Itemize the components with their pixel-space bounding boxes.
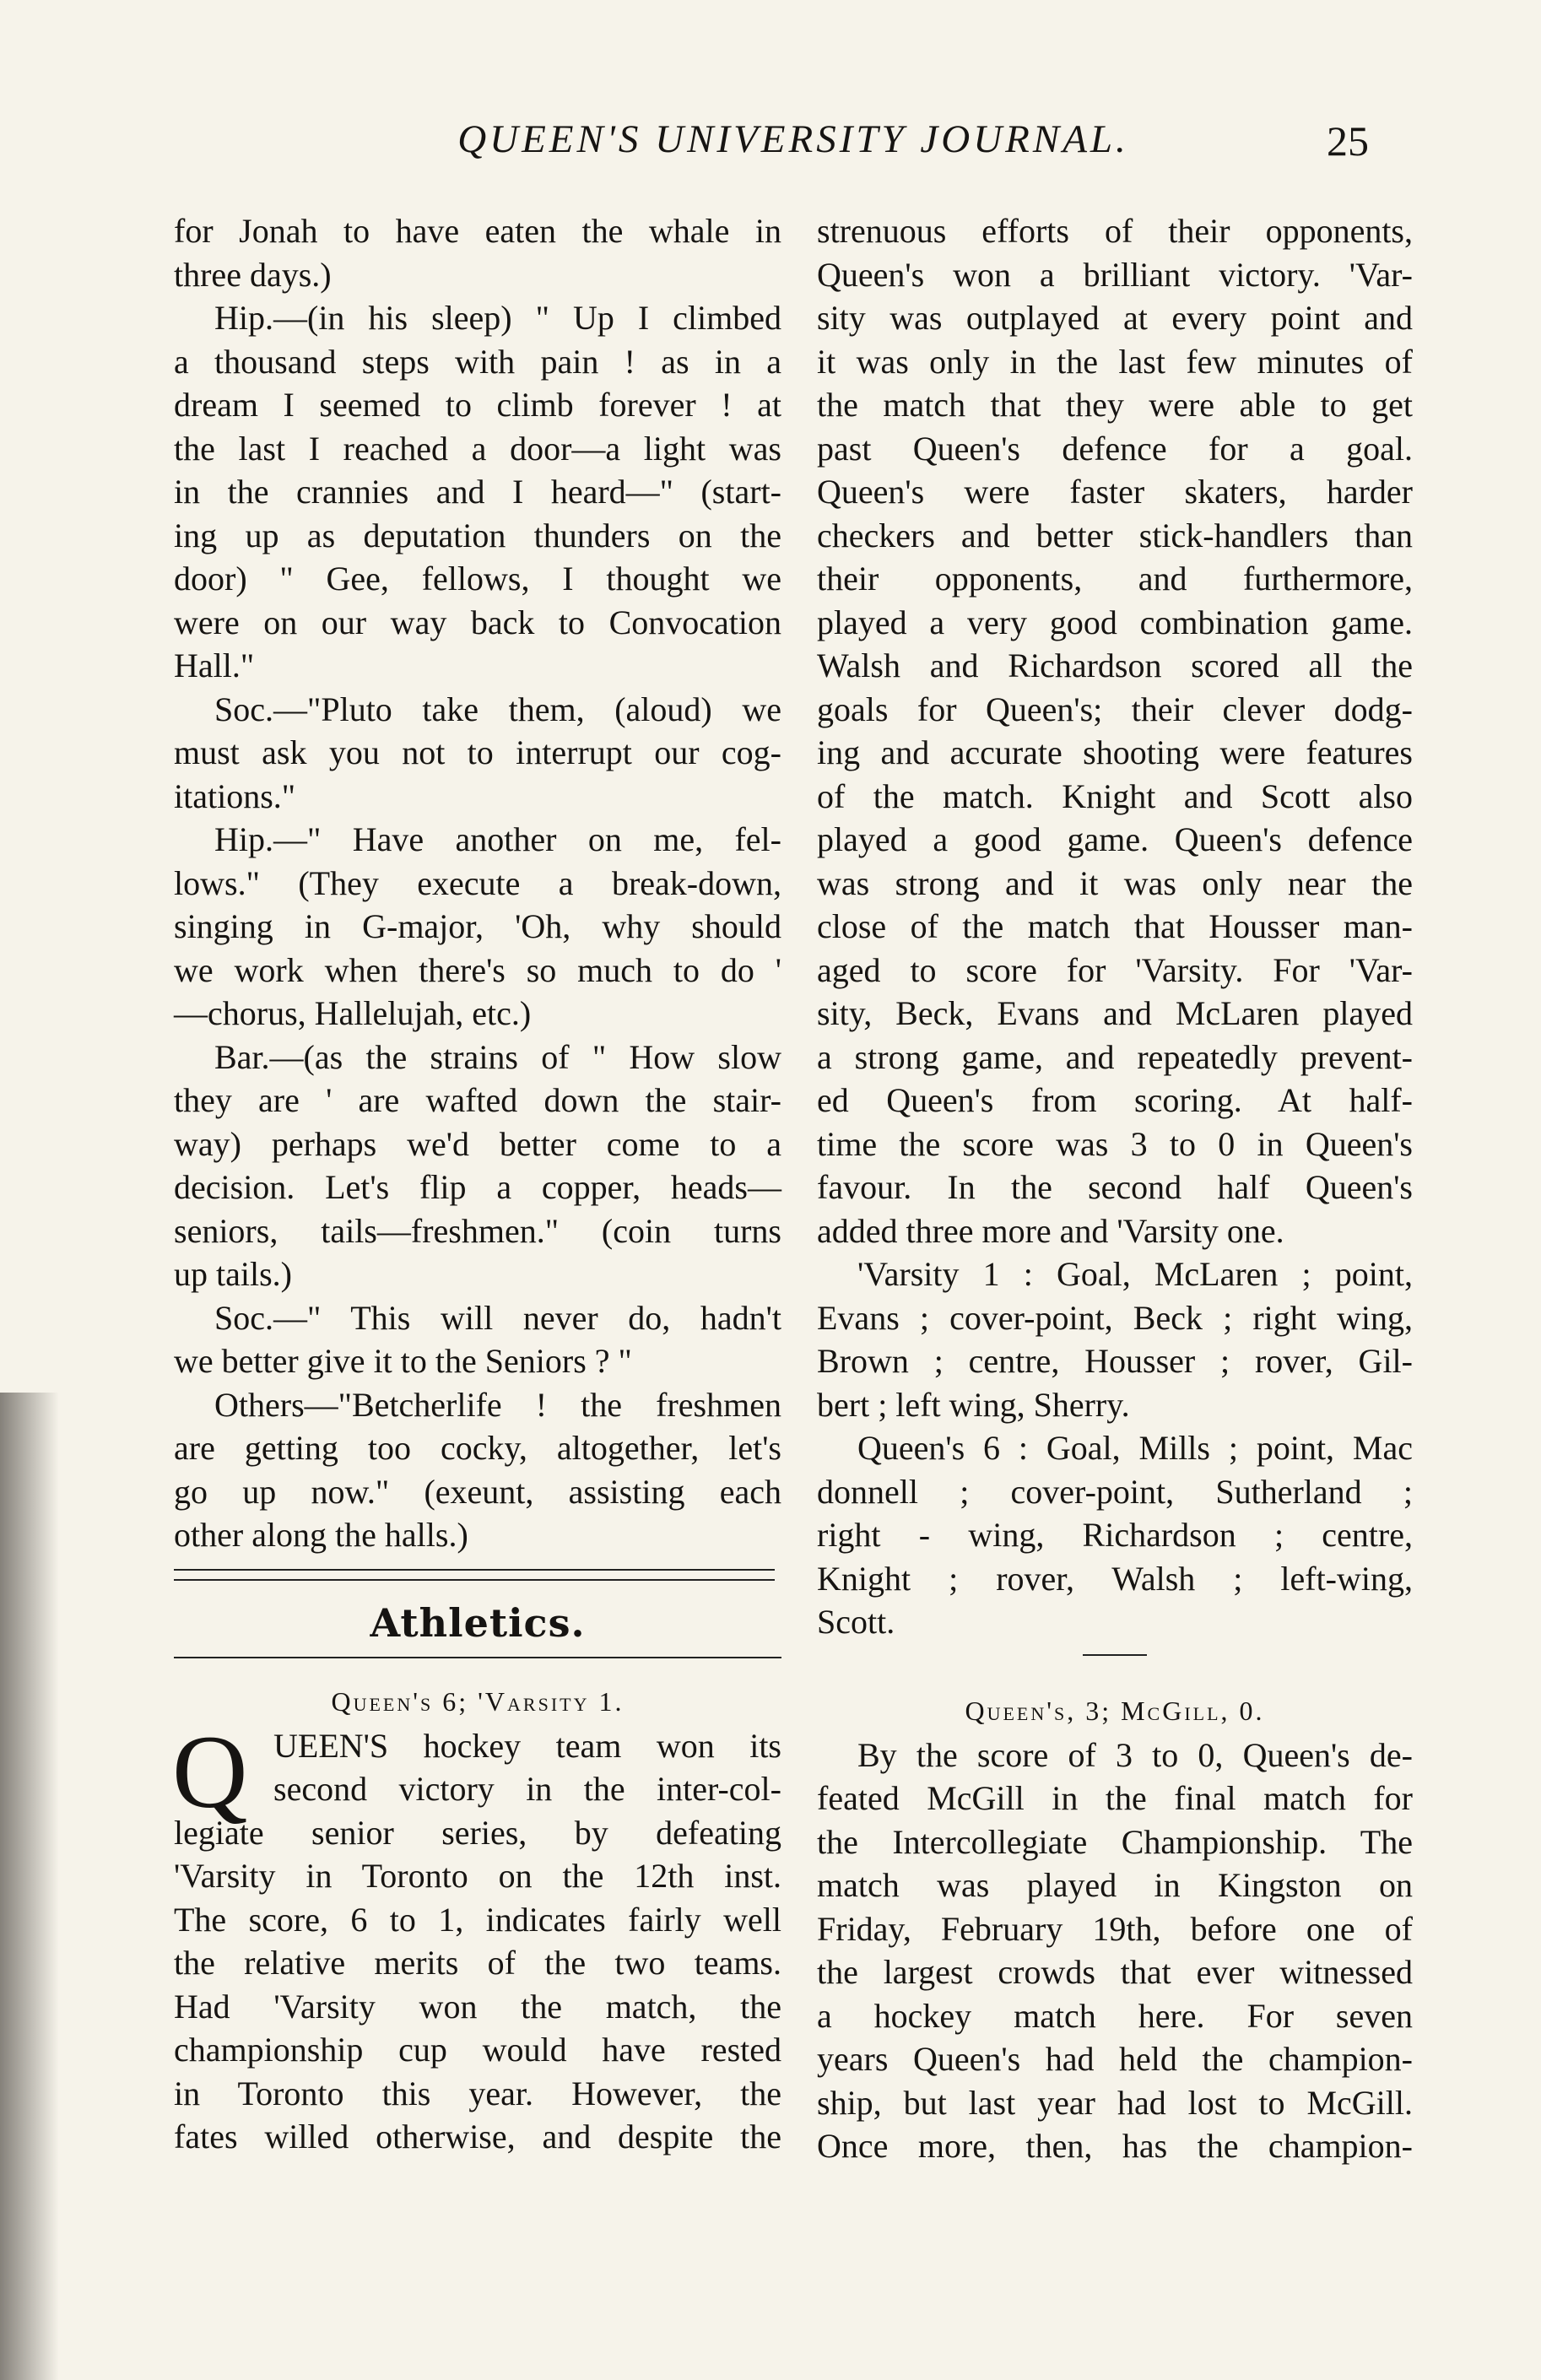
text-line: right - wing, Richardson ; centre, — [817, 1516, 1413, 1554]
text-line: the largest crowds that ever witnessed — [817, 1953, 1413, 1991]
text-line: go up now." (exeunt, assisting each — [174, 1472, 781, 1511]
section-title-rule — [174, 1657, 781, 1658]
text-line: the relative merits of the two teams. — [174, 1944, 781, 1982]
text-line: dream I seemed to climb forever ! at — [174, 386, 781, 424]
text-line: are getting too cocky, altogether, let's — [174, 1429, 781, 1467]
text-line: Once more, then, has the champion- — [817, 2127, 1413, 2165]
text-line: checkers and better stick-handlers than — [817, 516, 1413, 554]
running-title: QUEEN'S UNIVERSITY JOURNAL. — [457, 117, 1129, 161]
text-line: strenuous efforts of their opponents, — [817, 212, 1413, 250]
text-line: a strong game, and repeatedly prevent- — [817, 1037, 1413, 1076]
page-number: 25 — [1327, 117, 1369, 165]
text-line: in the crannies and I heard—" (start- — [174, 473, 781, 511]
text-line: was strong and it was only near the — [817, 863, 1413, 902]
text-line: for Jonah to have eaten the whale in — [174, 212, 781, 250]
text-line: in Toronto this year. However, the — [174, 2074, 781, 2112]
text-line: second victory in the inter-col- — [273, 1770, 781, 1808]
text-line: the Intercollegiate Championship. The — [817, 1822, 1413, 1861]
text-line: match was played in Kingston on — [817, 1866, 1413, 1904]
text-line: seniors, tails—freshmen." (coin turns — [174, 1211, 781, 1250]
text-line: Hip.—(in his sleep) " Up I climbed — [214, 299, 781, 337]
article-divider — [1083, 1654, 1147, 1656]
text-line: Hall." — [174, 646, 255, 684]
text-line: 'Varsity 1 : Goal, McLaren ; point, — [857, 1255, 1413, 1293]
text-line: goals for Queen's; their clever dodg- — [817, 690, 1413, 728]
text-line: bert ; left wing, Sherry. — [817, 1385, 1130, 1424]
text-line: Others—"Betcherlife ! the freshmen — [214, 1385, 781, 1424]
text-line: ed Queen's from scoring. At half- — [817, 1081, 1413, 1119]
text-line: door) " Gee, fellows, I thought we — [174, 560, 781, 598]
left-column — [174, 209, 781, 2159]
article-subhead: Queen's 6; 'Varsity 1. — [331, 1685, 625, 1717]
text-line: way) perhaps we'd better come to a — [174, 1124, 781, 1163]
text-line: decision. Let's flip a copper, heads— — [174, 1168, 781, 1206]
text-line: sity was outplayed at every point and — [817, 299, 1413, 337]
text-line: it was only in the last few minutes of — [817, 342, 1413, 381]
section-title: Athletics. — [370, 1599, 586, 1646]
text-line: 'Varsity in Toronto on the 12th inst. — [174, 1857, 781, 1895]
text-line: feated McGill in the final match for — [817, 1779, 1413, 1817]
text-line: fates willed otherwise, and despite the — [174, 2118, 781, 2156]
left-text-block — [174, 209, 781, 1557]
text-line: the match that they were able to get — [817, 386, 1413, 424]
text-line: By the score of 3 to 0, Queen's de- — [857, 1735, 1413, 1774]
text-line: past Queen's defence for a goal. — [817, 429, 1413, 468]
text-line: were on our way back to Convocation — [174, 603, 781, 641]
text-line: added three more and 'Varsity one. — [817, 1211, 1284, 1250]
text-line: Had 'Varsity won the match, the — [174, 1987, 781, 2026]
text-line: Queen's 6 : Goal, Mills ; point, Mac — [857, 1429, 1413, 1467]
page-edge-shadow — [0, 1393, 59, 2380]
text-line: we better give it to the Seniors ? " — [174, 1342, 632, 1380]
text-line: Evans ; cover-point, Beck ; right wing, — [817, 1298, 1413, 1337]
text-line: three days.) — [174, 255, 332, 294]
page-header — [0, 116, 1541, 176]
text-line: Knight ; rover, Walsh ; left-wing, — [817, 1559, 1413, 1598]
drop-cap: Q — [172, 1713, 248, 1830]
text-line: Queen's were faster skaters, harder — [817, 473, 1413, 511]
text-line: sity, Beck, Evans and McLaren played — [817, 994, 1413, 1032]
text-line: Scott. — [817, 1603, 895, 1641]
text-line: we work when there's so much to do ' — [174, 950, 781, 989]
article-subhead-mcgill: Queen's, 3; McGill, 0. — [965, 1695, 1265, 1726]
text-line: legiate senior series, by defeating — [174, 1813, 781, 1852]
text-line: the last I reached a door—a light was — [174, 429, 781, 468]
text-line: Queen's won a brilliant victory. 'Var- — [817, 255, 1413, 294]
mcgill-text-block — [817, 1734, 1413, 2168]
text-line: of the match. Knight and Scott also — [817, 776, 1413, 815]
text-line: ship, but last year had lost to McGill. — [817, 2083, 1413, 2122]
text-line: time the score was 3 to 0 in Queen's — [817, 1124, 1413, 1163]
text-line: must ask you not to interrupt our cog- — [174, 733, 781, 771]
text-line: a hockey match here. For seven — [817, 1996, 1413, 2035]
text-line: Soc.—"Pluto take them, (aloud) we — [214, 690, 781, 728]
text-line: championship cup would have rested — [174, 2031, 781, 2069]
text-line: —chorus, Hallelujah, etc.) — [174, 994, 532, 1032]
text-line: up tails.) — [174, 1255, 292, 1293]
text-line: their opponents, and furthermore, — [817, 560, 1413, 598]
section-divider — [174, 1569, 775, 1581]
text-line: itations." — [174, 776, 296, 815]
text-line: aged to score for 'Varsity. For 'Var- — [817, 950, 1413, 989]
text-line: close of the match that Housser man- — [817, 907, 1413, 945]
text-line: played a good game. Queen's defence — [817, 820, 1413, 858]
text-line: Hip.—" Have another on me, fel- — [214, 820, 781, 858]
text-line: ing and accurate shooting were features — [817, 733, 1413, 771]
text-line: lows." (They execute a break-down, — [174, 863, 781, 902]
right-column — [817, 209, 1413, 2168]
text-line: they are ' are wafted down the stair- — [174, 1081, 781, 1119]
text-line: Walsh and Richardson scored all the — [817, 646, 1413, 684]
text-line: ing up as deputation thunders on the — [174, 516, 781, 554]
text-line: Friday, February 19th, before one of — [817, 1909, 1413, 1948]
text-line: a thousand steps with pain ! as in a — [174, 342, 781, 381]
text-line: favour. In the second half Queen's — [817, 1168, 1413, 1206]
article-text-block — [172, 1713, 781, 2159]
text-line: Bar.—(as the strains of " How slow — [214, 1037, 781, 1076]
article-opening — [172, 1713, 781, 2159]
text-line: Soc.—" This will never do, hadn't — [214, 1298, 781, 1337]
right-text-block — [817, 209, 1413, 1644]
text-line: other along the halls.) — [174, 1516, 468, 1554]
text-line: singing in G-major, 'Oh, why should — [174, 907, 781, 945]
text-line: donnell ; cover-point, Sutherland ; — [817, 1472, 1413, 1511]
text-line: Brown ; centre, Housser ; rover, Gil- — [817, 1342, 1413, 1380]
text-line: The score, 6 to 1, indicates fairly well — [174, 1900, 781, 1939]
text-line: years Queen's had held the champion- — [817, 2040, 1413, 2078]
text-line: UEEN'S hockey team won its — [273, 1726, 781, 1765]
text-line: played a very good combination game. — [817, 603, 1413, 641]
